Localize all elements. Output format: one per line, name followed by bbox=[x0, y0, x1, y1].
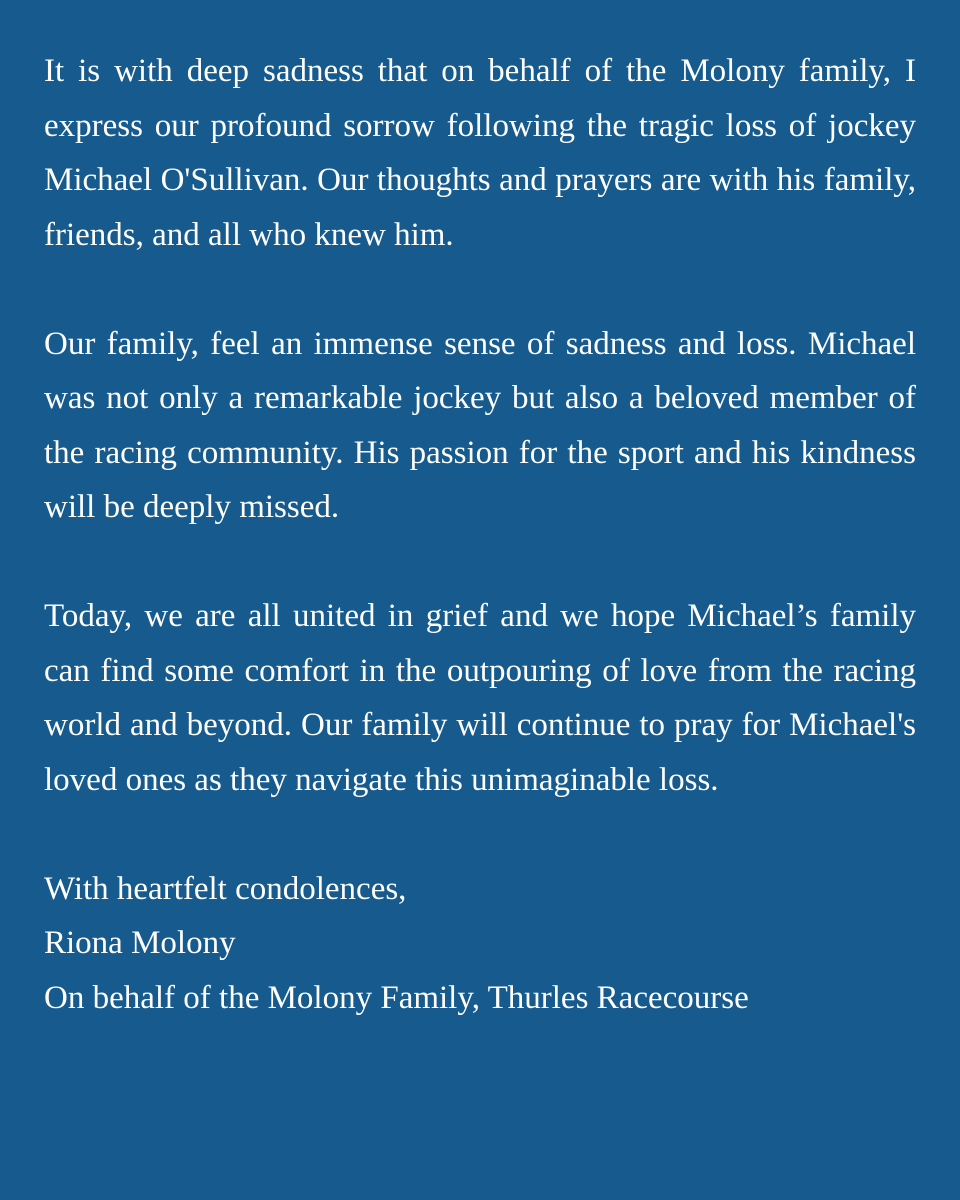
signatory-name: Riona Molony bbox=[44, 925, 236, 961]
signatory-affiliation: On behalf of the Molony Family, Thurles Racecourse bbox=[44, 979, 749, 1016]
paragraph-united-in-grief: Today, we are all united in grief and we hope Michael’s family can find some comfort in the outpouring of love from the racing world and beyond. Our family will continue to pray for Michael's loved ones as they navigate this unimaginable loss. bbox=[44, 598, 916, 798]
signoff-block bbox=[44, 862, 916, 1026]
closing-line: With heartfelt condolences, bbox=[44, 870, 407, 907]
paragraph-family-sadness: Our family, feel an immense sense of sadness and loss. Michael was not only a remarkable jockey but also a beloved member of the racing community. His passion for the sport and his kindness will be deeply missed. bbox=[44, 325, 916, 525]
paragraph-condolence-opening: It is with deep sadness that on behalf of the Molony family, I express our profound sorrow following the tragic loss of jockey Michael O'Sullivan. Our thoughts and prayers are with his family, friends, and all who knew him. bbox=[44, 53, 916, 253]
